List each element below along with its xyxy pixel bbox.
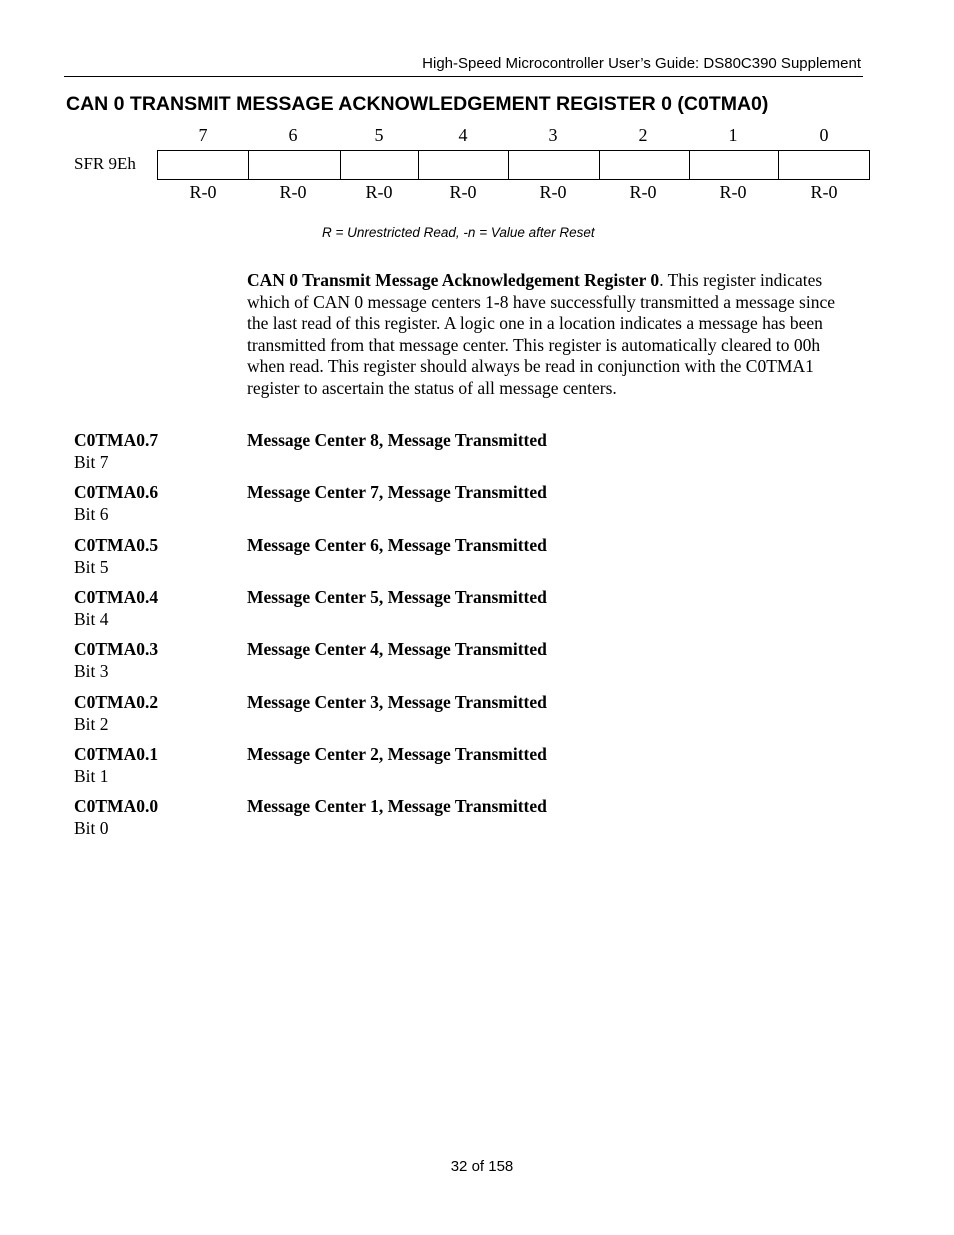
bit-number-6: 6 — [288, 125, 298, 145]
register-cell-bit-4 — [419, 151, 509, 179]
register-cell-bit-3 — [509, 151, 600, 179]
page-number: 32 of 158 — [450, 1158, 514, 1175]
section-title: CAN 0 TRANSMIT MESSAGE ACKNOWLEDGEMENT REGISTER 0 (C0TMA0) — [66, 93, 769, 115]
reset-value-bit-2: R-0 — [629, 182, 657, 202]
description-text: . This register indicates which of CAN 0 message centers 1-8 have successfully transmitted a message since the last read of this register. A logic one in a location indicates a message has been transmitted from that message center. This register is automatically cleared to 00h when read. This register should always be read in conjunction with the C0TMA1 register to ascertain the status of all message centers. — [247, 270, 836, 398]
bit-definition-row — [74, 535, 874, 578]
reset-value-bit-1: R-0 — [719, 182, 747, 202]
bit-number-7: 7 — [198, 125, 208, 145]
bit-number-5: 5 — [374, 125, 384, 145]
bit-description: Message Center 3, Message Transmitted — [247, 692, 547, 712]
bit-name: C0TMA0.5 — [74, 535, 159, 555]
bit-definition-row — [74, 482, 874, 525]
bit-name: C0TMA0.4 — [74, 587, 159, 607]
bit-name: C0TMA0.7 — [74, 430, 159, 450]
bit-number-3: 3 — [548, 125, 558, 145]
bit-position: Bit 4 — [74, 608, 109, 629]
bit-name: C0TMA0.2 — [74, 692, 159, 712]
reset-value-bit-0: R-0 — [810, 182, 838, 202]
bit-number-1: 1 — [728, 125, 738, 145]
bit-definition-row — [74, 639, 874, 682]
bit-definition-row — [74, 430, 874, 473]
bit-description: Message Center 8, Message Transmitted — [247, 430, 547, 450]
bit-name: C0TMA0.6 — [74, 482, 159, 502]
bit-description: Message Center 1, Message Transmitted — [247, 796, 547, 816]
bit-position: Bit 3 — [74, 660, 109, 681]
register-cell-bit-5 — [341, 151, 419, 179]
sfr-address-label: SFR 9Eh — [74, 154, 136, 173]
reset-value-bit-4: R-0 — [449, 182, 477, 202]
register-cell-bit-1 — [690, 151, 779, 179]
bit-position: Bit 0 — [74, 817, 109, 838]
bit-definition-row — [74, 692, 874, 735]
description-lead: CAN 0 Transmit Message Acknowledgement Register 0 — [247, 270, 660, 290]
bit-description: Message Center 4, Message Transmitted — [247, 639, 547, 659]
bit-name: C0TMA0.0 — [74, 796, 159, 816]
bit-position: Bit 1 — [74, 765, 109, 786]
reset-value-bit-7: R-0 — [189, 182, 217, 202]
bit-description: Message Center 5, Message Transmitted — [247, 587, 547, 607]
reset-value-bit-5: R-0 — [365, 182, 393, 202]
bit-definition-row — [74, 587, 874, 630]
bit-name: C0TMA0.1 — [74, 744, 159, 764]
bit-number-0: 0 — [819, 125, 829, 145]
register-cell-bit-2 — [600, 151, 690, 179]
bit-description: Message Center 2, Message Transmitted — [247, 744, 547, 764]
bit-definition-row — [74, 744, 874, 787]
register-cell-bit-0 — [779, 151, 869, 179]
bit-position: Bit 6 — [74, 503, 109, 524]
bit-position: Bit 7 — [74, 451, 109, 472]
bit-position: Bit 2 — [74, 713, 109, 734]
header-divider — [64, 76, 863, 77]
bit-definition-row — [74, 796, 874, 839]
header-title: High-Speed Microcontroller User’s Guide: DS80C390 Supplement — [422, 55, 861, 72]
reset-value-bit-6: R-0 — [279, 182, 307, 202]
bit-number-2: 2 — [638, 125, 648, 145]
register-cell-bit-6 — [249, 151, 341, 179]
bit-number-4: 4 — [458, 125, 468, 145]
bit-name: C0TMA0.3 — [74, 639, 159, 659]
bit-position: Bit 5 — [74, 556, 109, 577]
bit-description: Message Center 6, Message Transmitted — [247, 535, 547, 555]
bit-description: Message Center 7, Message Transmitted — [247, 482, 547, 502]
register-cell-bit-7 — [158, 151, 249, 179]
register-description — [247, 270, 837, 399]
register-legend: R = Unrestricted Read, -n = Value after Reset — [322, 225, 595, 240]
register-bit-cells — [157, 150, 870, 180]
reset-value-bit-3: R-0 — [539, 182, 567, 202]
